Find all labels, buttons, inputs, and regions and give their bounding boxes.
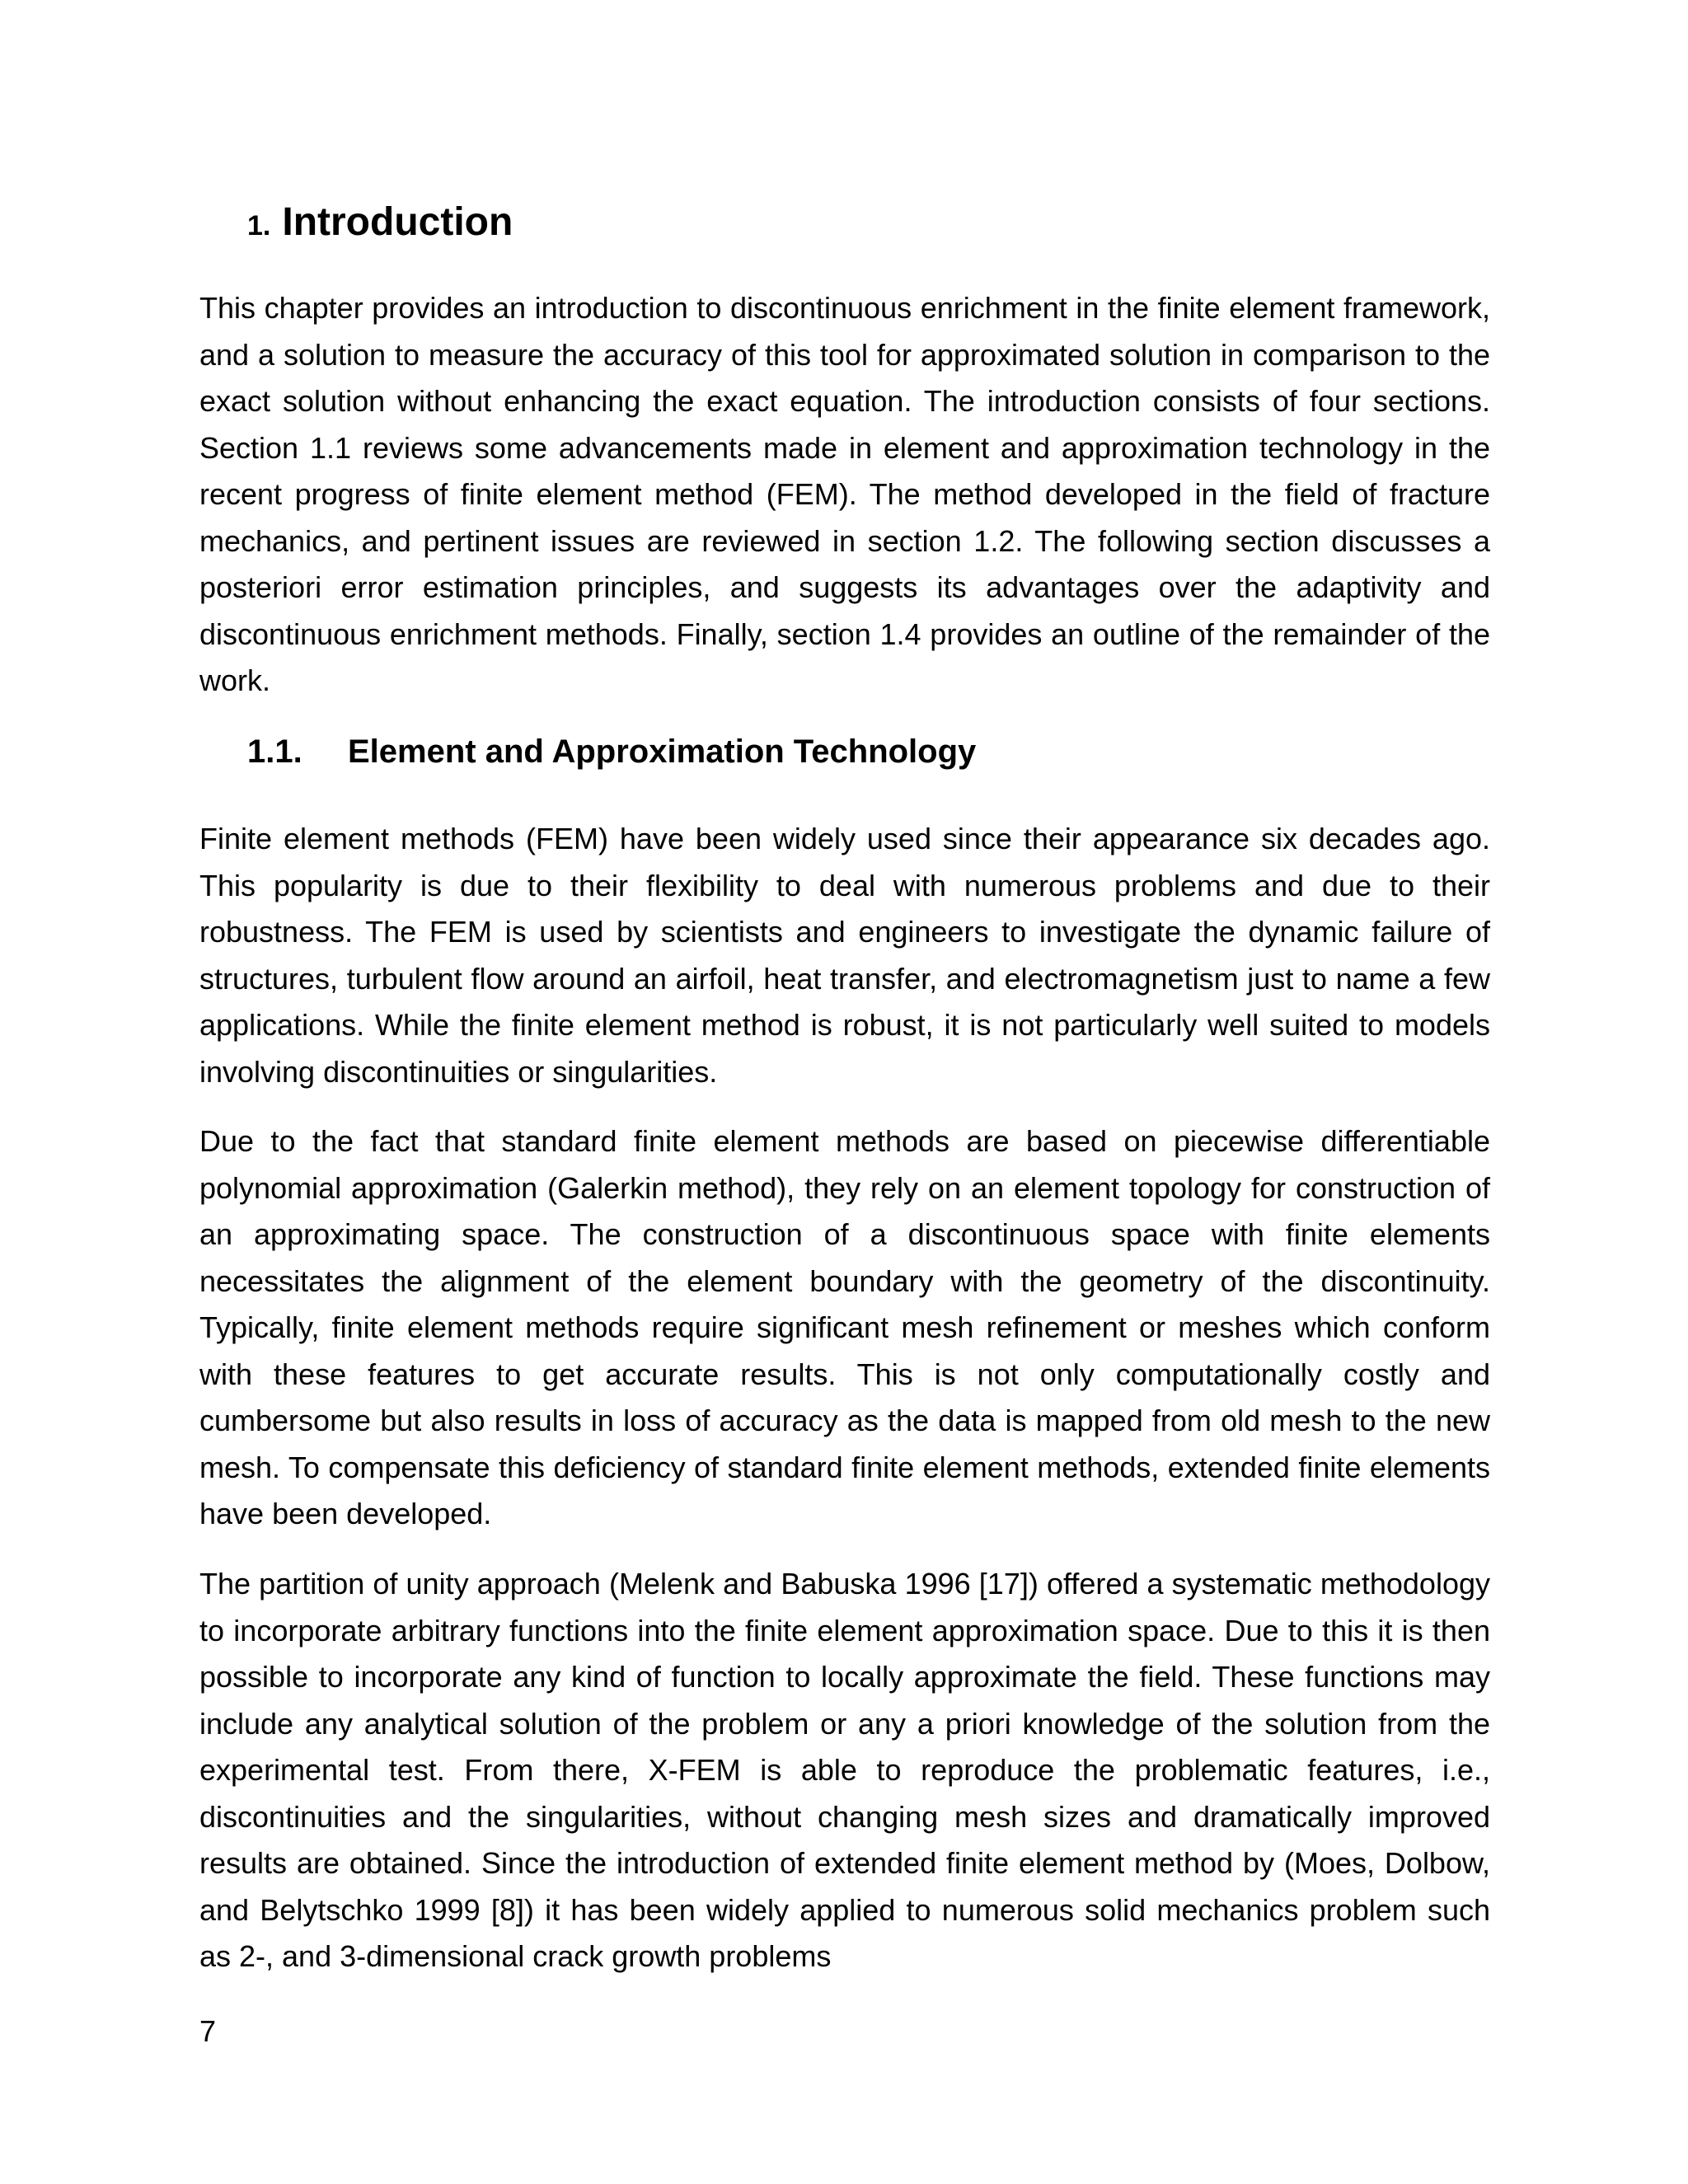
body-paragraph: Due to the fact that standard finite element methods are based on piecewise differentiable polynomial approximation (Galerkin method), they rely on an element topology for construction of an approximating space. The construction of a discontinuous space with finite elements necessitates the alignment of the element boundary with the geometry of the discontinuity. Typically, finite element methods require significant mesh refinement or meshes which conform with these features to get accurate results. This is not only computationally costly and cumbersome but also results in loss of accuracy as the data is mapped from old mesh to the new mesh. To compensate this deficiency of standard finite element methods, extended finite elements have been developed. xyxy=(199,1124,1490,1530)
subsection-number: 1.1. xyxy=(247,733,302,770)
subsection-heading xyxy=(247,733,976,771)
body-paragraph: The partition of unity approach (Melenk and Babuska 1996 [17]) offered a systematic methodology to incorporate arbitrary functions into the finite element approximation space. Due to this it is then possible to incorporate any kind of function to locally approximate the field. These functions may include any analytical solution of the problem or any a priori knowledge of the solution from the experimental test. From there, X-FEM is able to reproduce the problematic features, i.e., discontinuities and the singularities, without changing mesh sizes and dramatically improved results are obtained. Since the introduction of extended finite element method by (Moes, Dolbow, and Belytschko 1999 [8]) it has been widely applied to numerous solid mechanics problem such as 2-, and 3-dimensional crack growth problems xyxy=(199,1567,1490,1973)
body-paragraph: Finite element methods (FEM) have been widely used since their appearance six decades ago. This popularity is due to their flexibility to deal with numerous problems and due to their robustness. The FEM is used by scientists and engineers to investigate the dynamic failure of structures, turbulent flow around an airfoil, heat transfer, and electromagnetism just to name a few applications. While the finite element method is robust, it is not particularly well suited to models involving discontinuities or singularities. xyxy=(199,822,1490,1089)
page-number: 7 xyxy=(199,2014,217,2048)
section-title: Introduction xyxy=(282,200,513,244)
section-heading xyxy=(247,199,513,245)
intro-paragraph: This chapter provides an introduction to discontinuous enrichment in the finite element framework, and a solution to measure the accuracy of this tool for approximated solution in comparison to the exact solution without enhancing the exact equation. The introduction consists of four sections. Section 1.1 reviews some advancements made in element and approximation technology in the recent progress of finite element method (FEM). The method developed in the field of fracture mechanics, and pertinent issues are reviewed in section 1.2. The following section discusses a posteriori error estimation principles, and suggests its advantages over the adaptivity and discontinuous enrichment methods. Finally, section 1.4 provides an outline of the remainder of the work. xyxy=(199,291,1490,697)
subsection-title: Element and Approximation Technology xyxy=(348,733,977,770)
section-number: 1. xyxy=(247,210,271,241)
